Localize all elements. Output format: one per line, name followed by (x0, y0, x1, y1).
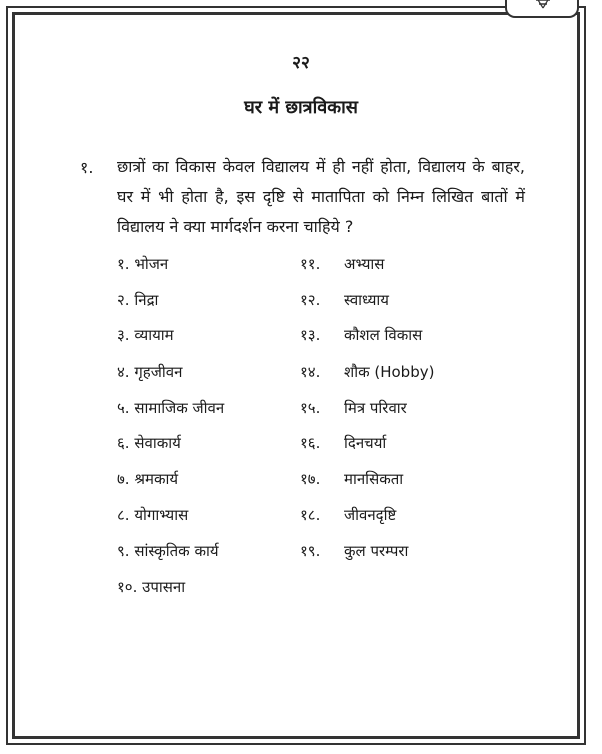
item-number: १०. (117, 578, 138, 596)
item-label: उपासना (142, 578, 186, 596)
item-number: ४. (117, 363, 130, 381)
item-number: १३. (300, 326, 321, 344)
list-item (300, 541, 408, 561)
item-number: १८. (300, 506, 321, 524)
item-number: ६. (117, 434, 130, 452)
item-number: १६. (300, 434, 321, 452)
list-item (300, 325, 422, 345)
page-border-inner (12, 12, 580, 739)
item-number: १. (117, 255, 130, 273)
question-text: छात्रों का विकास केवल विद्यालय में ही नहीं होता, विद्यालय के बाहर, घर में भी होता है, इस दृष्टि से मातापिता को निम्न लिखित बातों में विद्यालय ने क्या मार्गदर्शन करना चाहिये ? (117, 157, 525, 236)
item-label: निद्रा (134, 291, 159, 309)
item-number: ८. (117, 506, 130, 524)
item-label: सेवाकार्य (134, 434, 181, 452)
question-number: १. (80, 158, 94, 177)
list-item (117, 325, 174, 345)
item-label: भोजन (134, 255, 169, 273)
list-item (117, 505, 188, 525)
item-label: अभ्यास (344, 255, 385, 273)
list-item (117, 469, 178, 489)
item-number: २. (117, 291, 130, 309)
list-item (117, 577, 185, 597)
item-label: मित्र परिवार (344, 399, 407, 417)
list-item (300, 505, 396, 525)
item-label: स्वाध्याय (344, 291, 389, 309)
list-item (300, 290, 389, 310)
item-label: मानसिकता (344, 470, 404, 488)
item-number: ७. (117, 470, 130, 488)
list-item (117, 362, 182, 382)
list-item (300, 254, 384, 274)
item-label: व्यायाम (134, 326, 174, 344)
item-label: दिनचर्या (344, 434, 387, 452)
item-label: शौक (Hobby) (344, 363, 435, 381)
item-number: ५. (117, 399, 130, 417)
list-item (300, 362, 434, 382)
item-number: १९. (300, 542, 321, 560)
item-label: सांस्कृतिक कार्य (134, 542, 219, 560)
item-label: कौशल विकास (344, 326, 423, 344)
item-label: श्रमकार्य (134, 470, 179, 488)
list-item (117, 290, 158, 310)
item-label: जीवनदृष्टि (344, 506, 397, 524)
item-number: ९. (117, 542, 130, 560)
list-item (300, 398, 407, 418)
item-number: १५. (300, 399, 321, 417)
item-label: कुल परम्परा (344, 542, 409, 560)
item-number: ११. (300, 255, 321, 273)
item-label: सामाजिक जीवन (134, 399, 225, 417)
list-item (117, 541, 219, 561)
list-item (300, 433, 386, 453)
list-item (300, 469, 403, 489)
item-label: योगाभ्यास (134, 506, 189, 524)
page-title: घर में छात्रविकास (244, 97, 358, 118)
item-number: ३. (117, 326, 130, 344)
list-item (117, 433, 181, 453)
item-number: १७. (300, 470, 321, 488)
list-item (117, 398, 224, 418)
list-item (117, 254, 168, 274)
item-number: १४. (300, 363, 321, 381)
book-emblem-icon (532, 0, 554, 10)
corner-tab (505, 0, 579, 18)
item-number: १२. (300, 291, 321, 309)
page-number: २२ (292, 53, 310, 73)
item-label: गृहजीवन (134, 363, 183, 381)
